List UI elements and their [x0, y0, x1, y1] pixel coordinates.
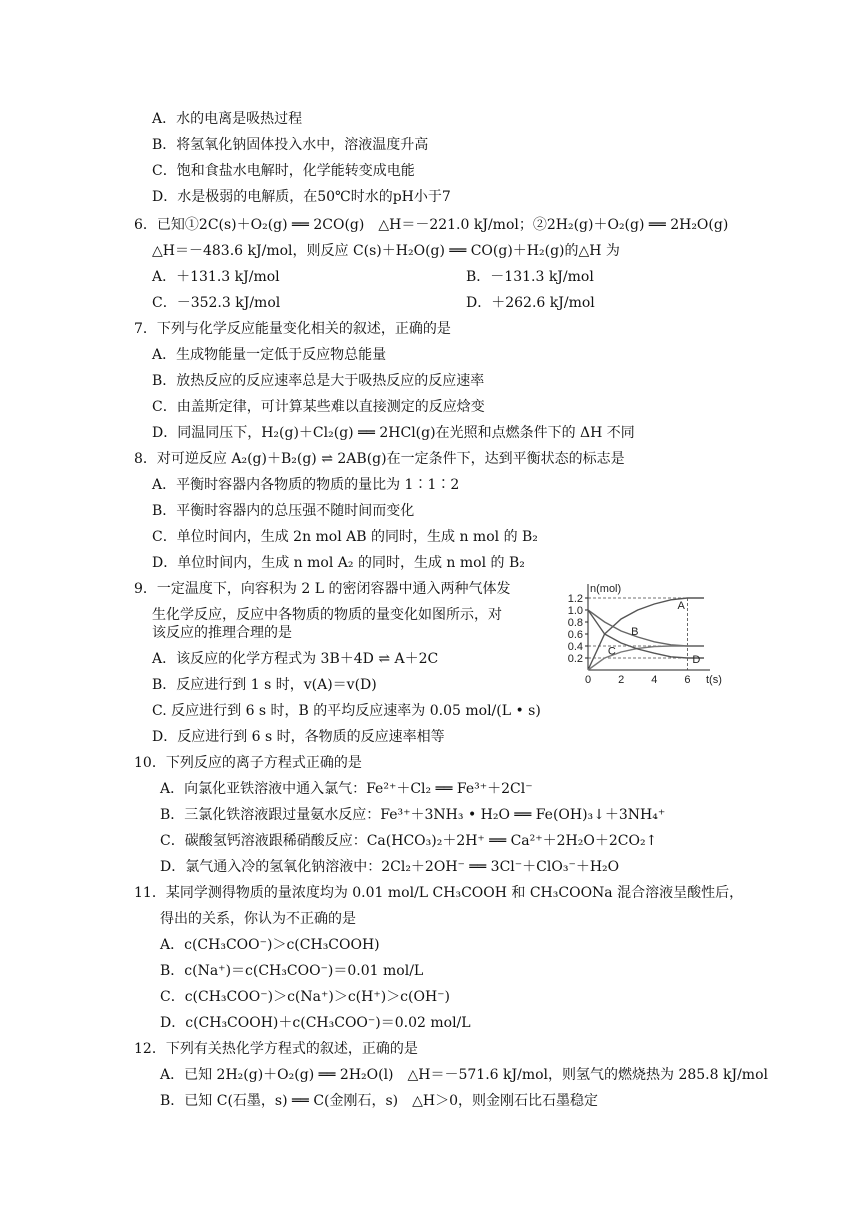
q6-option-b: B．－131.3 kJ/mol	[466, 269, 594, 285]
series-a-label: A	[677, 599, 685, 612]
q12-stem: 12．下列有关热化学方程式的叙述，正确的是	[134, 1041, 418, 1057]
q11-option-a: A．c(CH₃COO⁻)＞c(CH₃COOH)	[160, 937, 380, 953]
q8-option-c: C．单位时间内，生成 2n mol AB 的同时，生成 n mol 的 B₂	[152, 529, 538, 545]
x-tick-label: 2	[618, 674, 625, 686]
q10-stem: 10．下列反应的离子方程式正确的是	[134, 755, 362, 771]
q10-option-d: D．氯气通入冷的氢氧化钠溶液中：2Cl₂＋2OH⁻ ══ 3Cl⁻＋ClO₃⁻＋H₂O	[160, 859, 620, 875]
q6-option-a: A．＋131.3 kJ/mol	[152, 269, 280, 285]
q9-stem-3: 该反应的推理合理的是	[152, 625, 292, 641]
y-axis-label: n(mol)	[590, 583, 622, 595]
y-tick-label: 0.2	[567, 653, 583, 665]
q12-option-b: B．已知 C(石墨，s) ══ C(金刚石，s) △H＞0，则金刚石比石墨稳定	[160, 1093, 599, 1109]
q9-stem-1: 9．一定温度下，向容积为 2 L 的密闭容器中通入两种气体发	[134, 581, 511, 597]
q11-option-c: C．c(CH₃COO⁻)＞c(Na⁺)＞c(H⁺)＞c(OH⁻)	[160, 989, 451, 1005]
y-tick-label: 0.8	[567, 617, 583, 629]
y-tick-label: 0.4	[567, 641, 583, 653]
y-tick-label: 1.2	[567, 593, 583, 605]
q10-option-b: B．三氯化铁溶液跟过量氨水反应：Fe³⁺＋3NH₃ • H₂O ══ Fe(OH)₃↓＋3NH₄⁺	[160, 807, 666, 823]
q8-option-b: B．平衡时容器内的总压强不随时间而变化	[152, 503, 415, 519]
q9-option-c: C. 反应进行到 6 s 时，B 的平均反应速率为 0.05 mol/(L • s)	[152, 703, 541, 719]
q5-option-d: D．水是极弱的电解质，在50℃时水的pH小于7	[152, 189, 451, 205]
q9-option-a: A．该反应的化学方程式为 3B＋4D ⇌ A＋2C	[152, 651, 439, 667]
q7-option-b: B．放热反应的反应速率总是大于吸热反应的反应速率	[152, 373, 485, 389]
series-d-line	[588, 610, 704, 658]
q6-stem-2: △H＝－483.6 kJ/mol，则反应 C(s)＋H₂O(g) ══ CO(g)＋H₂(g)的△H 为	[152, 243, 620, 259]
y-tick-label: 0.6	[567, 629, 583, 641]
q5-option-c: C．饱和食盐水电解时，化学能转变成电能	[152, 163, 415, 179]
q7-stem: 7．下列与化学反应能量变化相关的叙述，正确的是	[134, 321, 451, 337]
y-tick-label: 1.0	[567, 605, 583, 617]
q6-stem-1: 6．已知①2C(s)＋O₂(g) ══ 2CO(g) △H＝－221.0 kJ/mol；②2H₂(g)＋O₂(g) ══ 2H₂O(g)	[134, 217, 729, 233]
q9-stem-2: 生化学反应，反应中各物质的物质的量变化如图所示，对	[152, 607, 502, 623]
q9-option-d: D．反应进行到 6 s 时，各物质的反应速率相等	[152, 729, 445, 745]
x-tick-label: 6	[684, 674, 691, 686]
q11-option-b: B．c(Na⁺)＝c(CH₃COO⁻)＝0.01 mol/L	[160, 963, 424, 979]
q6-option-c: C．－352.3 kJ/mol	[152, 295, 281, 311]
q7-option-d: D．同温同压下，H₂(g)＋Cl₂(g) ══ 2HCl(g)在光照和点燃条件下的 ΔH 不同	[152, 425, 635, 441]
x-tick-label: 0	[584, 674, 592, 686]
q6-option-d: D．＋262.6 kJ/mol	[466, 295, 595, 311]
series-d-label: D	[692, 653, 701, 666]
q8-stem: 8．对可逆反应 A₂(g)＋B₂(g) ⇌ 2AB(g)在一定条件下，达到平衡状态的标志是	[134, 451, 625, 467]
q5-option-a: A．水的电离是吸热过程	[152, 111, 303, 127]
q7-option-a: A．生成物能量一定低于反应物总能量	[152, 347, 387, 363]
series-c-label: C	[607, 645, 616, 658]
q12-option-a: A．已知 2H₂(g)＋O₂(g) ══ 2H₂O(l) △H＝－571.6 kJ/mol，则氢气的燃烧热为 285.8 kJ/mol	[160, 1067, 768, 1083]
q9-option-b: B．反应进行到 1 s 时，v(A)＝v(D)	[152, 677, 377, 693]
series-b-label: B	[631, 626, 639, 639]
q7-option-c: C．由盖斯定律，可计算某些难以直接测定的反应焓变	[152, 399, 485, 415]
q11-stem-1: 11．某同学测得物质的量浓度均为 0.01 mol/L CH₃COOH 和 CH₃COONa 混合溶液呈酸性后，	[134, 885, 744, 901]
q10-option-c: C．碳酸氢钙溶液跟稀硝酸反应：Ca(HCO₃)₂＋2H⁺ ══ Ca²⁺＋2H₂O＋2CO₂↑	[160, 833, 658, 849]
q5-option-b: B．将氢氧化钠固体投入水中，溶液温度升高	[152, 137, 429, 153]
q11-stem-2: 得出的关系，你认为不正确的是	[160, 911, 356, 927]
q8-option-a: A．平衡时容器内各物质的物质的量比为 1∶1∶2	[152, 477, 460, 493]
q8-option-d: D．单位时间内，生成 n mol A₂ 的同时，生成 n mol 的 B₂	[152, 555, 525, 571]
series-b-line	[588, 610, 704, 646]
mole-vs-time-chart	[552, 582, 722, 686]
x-tick-label: 4	[651, 674, 658, 686]
q10-option-a: A．向氯化亚铁溶液中通入氯气：Fe²⁺＋Cl₂ ══ Fe³⁺＋2Cl⁻	[160, 781, 533, 797]
q11-option-d: D．c(CH₃COOH)＋c(CH₃COO⁻)＝0.02 mol/L	[160, 1015, 471, 1031]
x-axis-label: t(s)	[706, 674, 722, 686]
